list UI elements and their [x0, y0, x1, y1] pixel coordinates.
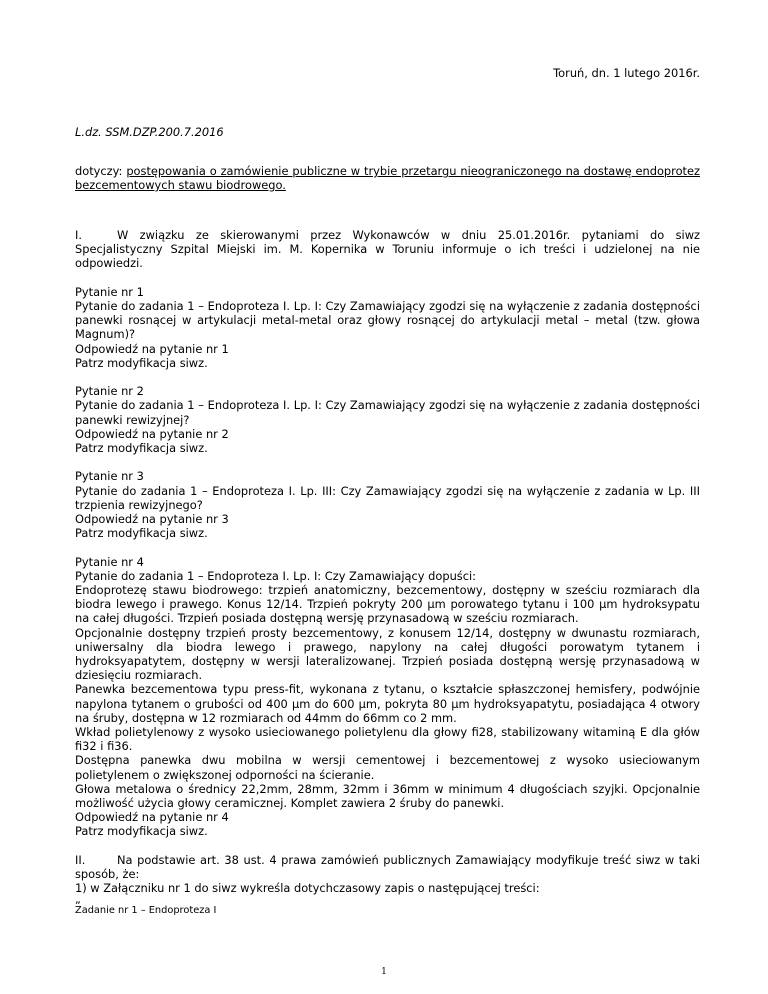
question-block-1 [75, 285, 700, 370]
section-1-text: W związku ze skierowanymi przez Wykonawców w dniu 25.01.2016r. pytaniami do siwz Specjalistyczny Szpital Miejski im. M. Kopernika w Toruniu informuje o ich treści i udzielonej na nie odpowiedzi. [75, 228, 700, 271]
answer-text: Patrz modyfikacja siwz. [75, 526, 208, 541]
answer-title: Odpowiedź na pytanie nr 3 [75, 512, 229, 527]
section-2 [75, 853, 700, 918]
question-block-3 [75, 469, 700, 540]
answer-text: Patrz modyfikacja siwz. [75, 441, 208, 456]
answer-text: Patrz modyfikacja siwz. [75, 355, 208, 370]
question-text: Pytanie do zadania 1 – Endoproteza I. Lp. III: Czy Zamawiający zgodzi się na wyłączenie z zadania w Lp. III trzpienia rewizyjnego? [75, 483, 700, 512]
section-2-text: II. Na podstawie art. 38 ust. 4 prawa zamówień publicznych Zamawiający modyfikuje treść siwz w taki sposób, że: [75, 852, 700, 882]
reference-number: L.dz. SSM.DZP.200.7.2016 [75, 125, 224, 139]
quote-mark: „ [75, 893, 81, 907]
answer-title: Odpowiedź na pytanie nr 2 [75, 426, 229, 441]
question-paragraph: Panewka bezcementowa typu press-fit, wykonana z tytanu, o kształcie spłaszczonej hemisfery, podwójnie napylona tytanem o grubości od 400 µm do 600 µm, pokryta 80 µm hydroksyapatytu, posiadająca 4 otwory na śruby, dostępna w 12 rozmiarach od 44mm do 66mm co 2 mm. [75, 682, 700, 725]
section-2-number: II. [75, 852, 86, 867]
question-paragraph: Głowa metalowa o średnicy 22,2mm, 28mm, 32mm i 36mm w minimum 4 długościach szyjki. Opcjonalnie możliwość użycia głowy ceramicznej. Komplet zawiera 2 śruby do panewki. [75, 781, 700, 811]
question-paragraph: Wkład polietylenowy z wysoko usieciowanego polietylenu dla głowy fi28, stabilizowany witaminą E dla głów fi32 i fi36. [75, 725, 700, 754]
question-title: Pytanie nr 2 [75, 384, 144, 399]
question-title: Pytanie nr 3 [75, 469, 144, 484]
subject-text: postępowania o zamówienie publiczne w trybie przetargu nieograniczonego na dostawę endoprotez bezcementowych stawu biodrowego. [75, 164, 701, 193]
subject-label: dotyczy: [75, 164, 123, 178]
question-title: Pytanie nr 4 [75, 554, 144, 569]
question-paragraph: Dostępna panewka dwu mobilna w wersji cementowej i bezcementowej z wysoko usieciowanym polietylenem o zwiększonej odporności na ścieranie. [75, 753, 700, 782]
question-text: Pytanie do zadania 1 – Endoproteza I. Lp. I: Czy Zamawiający zgodzi się na wyłączenie z zadania dostępności panewki rosnącej w artykulacji metal-metal oraz głowy rosnącej do artykulacji metal – metal (tzw. głowa Magnum)? [75, 299, 700, 342]
section-1 [75, 228, 700, 271]
question-text: Pytanie do zadania 1 – Endoproteza I. Lp. I: Czy Zamawiający zgodzi się na wyłączenie z zadania dostępności panewki rewizyjnej? [75, 398, 700, 427]
task-line: Zadanie nr 1 – Endoproteza I [75, 905, 217, 917]
answer-title: Odpowiedź na pytanie nr 1 [75, 341, 229, 356]
question-block-4 [75, 555, 700, 839]
section-2-item-1: 1) w Załączniku nr 1 do siwz wykreśla dotychczasowy zapis o następującej treści: [75, 881, 540, 896]
section-1-number: I. [75, 228, 82, 242]
document-body [75, 228, 700, 917]
answer-title: Odpowiedź na pytanie nr 4 [75, 810, 229, 825]
question-paragraph: Opcjonalnie dostępny trzpień prosty bezcementowy, z konusem 12/14, dostępny w dwunastu rozmiarach, uniwersalny dla biodra lewego i prawego, napylony na całej długości porowatym tytanem i hydroksyapatytem, dostępny w wersji lateralizowanej. Trzpień posiada dostępną wersję przynasadową w dziesięciu rozmiarach. [75, 625, 700, 683]
question-paragraph: Endoprotezę stawu biodrowego: trzpień anatomiczny, bezcementowy, dostępny w sześciu rozmiarach dla biodra lewego i prawego. Konus 12/14. Trzpień pokryty 200 µm porowatego tytanu i 100 µm hydroksypatu na całej długości. Trzpień posiada dostępną wersję przynasadową w sześciu rozmiarach. [75, 583, 700, 626]
answer-text: Patrz modyfikacja siwz. [75, 824, 208, 839]
date-line: Toruń, dn. 1 lutego 2016r. [553, 66, 700, 80]
page-number: 1 [381, 967, 387, 977]
question-intro: Pytanie do zadania 1 – Endoproteza I. Lp. I: Czy Zamawiający dopuści: [75, 568, 476, 583]
question-title: Pytanie nr 1 [75, 284, 144, 299]
subject-line [75, 164, 700, 192]
question-block-2 [75, 384, 700, 455]
